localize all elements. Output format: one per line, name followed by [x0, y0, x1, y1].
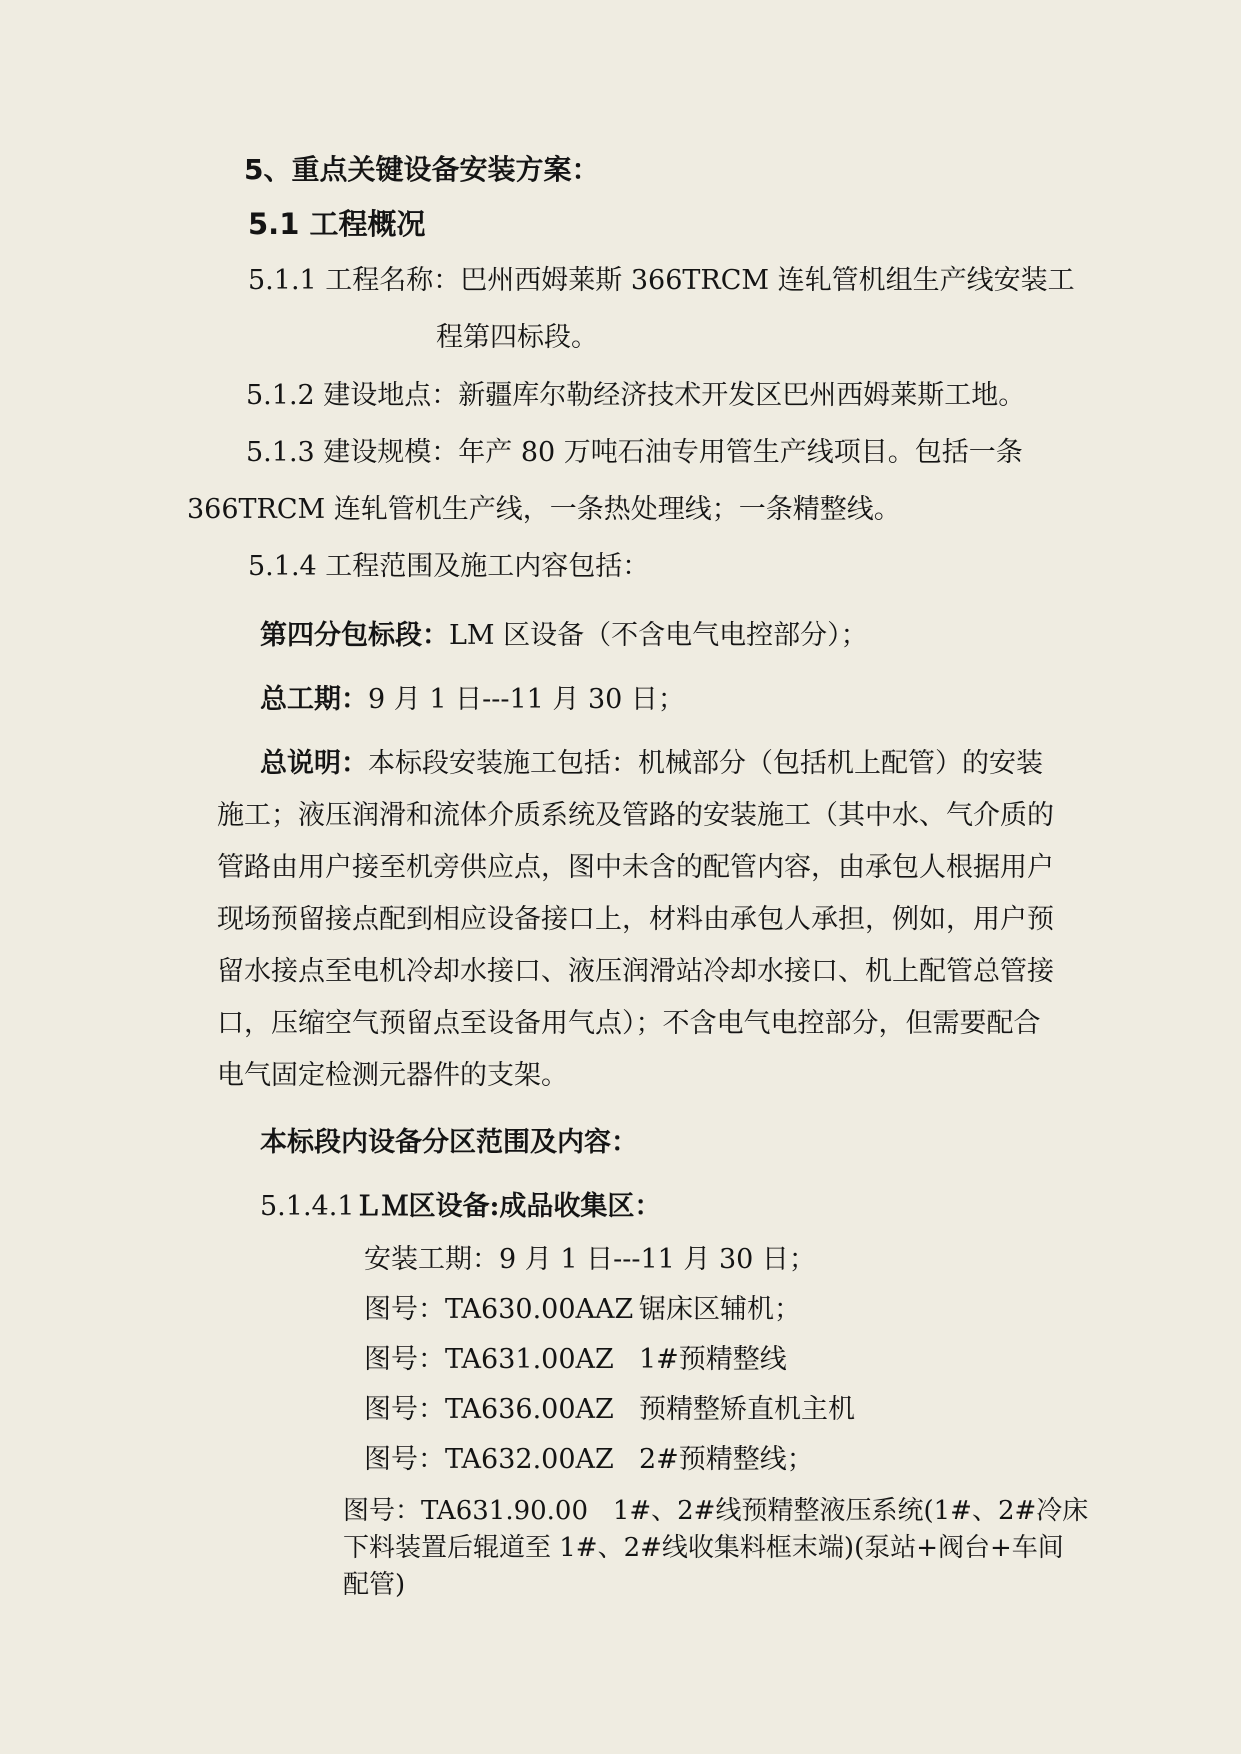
zone-5141-title: ＬＭ区设备:成品收集区：	[354, 1191, 662, 1222]
construction-scale-line1: 5.1.3 建设规模：年产 80 万吨石油专用管生产线项目。包括一条	[246, 437, 1023, 468]
drawing-desc: 锯床区辅机；	[639, 1294, 801, 1325]
hydraulic-line2: 下料装置后辊道至 1#、2#线收集料框末端)(泵站+阀台+车间	[343, 1533, 1064, 1563]
subcontract-label: 第四分包标段：	[260, 620, 449, 651]
description-line2: 施工；液压润滑和流体介质系统及管路的安装施工（其中水、气介质的	[217, 800, 1054, 831]
description-line1	[260, 747, 1043, 781]
drawing-desc: 2#预精整线；	[639, 1444, 814, 1475]
drawing-code: TA631.00AZ	[445, 1344, 614, 1375]
drawing-prefix: 图号：	[364, 1294, 445, 1325]
duration-line	[260, 683, 685, 717]
drawing-prefix: 图号：	[364, 1394, 445, 1425]
subcontract-line	[260, 619, 868, 653]
description-line7: 电气固定检测元器件的支架。	[217, 1060, 568, 1091]
drawing-code: TA632.00AZ	[445, 1444, 614, 1475]
description-text-1: 本标段安装施工包括：机械部分（包括机上配管）的安装	[368, 748, 1043, 779]
drawing-desc: 1#预精整线	[639, 1344, 787, 1375]
project-name-line2: 程第四标段。	[436, 322, 598, 353]
project-name-line1: 5.1.1 工程名称：巴州西姆莱斯 366TRCM 连轧管机组生产线安装工	[248, 265, 1075, 296]
description-line4: 现场预留接点配到相应设备接口上，材料由承包人承担，例如，用户预	[217, 904, 1054, 935]
duration-text: 9 月 1 日---11 月 30 日；	[368, 684, 685, 715]
hydraulic-line3: 配管)	[343, 1570, 406, 1600]
drawing-desc: 预精整矫直机主机	[639, 1394, 855, 1425]
description-line3: 管路由用户接至机旁供应点，图中未含的配管内容，由承包人根据用户	[217, 852, 1054, 883]
chapter-heading: 5、重点关键设备安装方案：	[244, 153, 600, 186]
install-period: 安装工期：9 月 1 日---11 月 30 日；	[364, 1244, 816, 1275]
scope-heading: 5.1.4 工程范围及施工内容包括：	[248, 551, 650, 582]
drawing-code: TA636.00AZ	[445, 1394, 614, 1425]
drawing-row	[364, 1343, 787, 1377]
section-title: 5.1 工程概况	[248, 207, 426, 241]
construction-site: 5.1.2 建设地点：新疆库尔勒经济技术开发区巴州西姆莱斯工地。	[246, 380, 1026, 411]
duration-label: 总工期：	[260, 684, 368, 715]
drawing-prefix: 图号：	[364, 1444, 445, 1475]
zones-heading: 本标段内设备分区范围及内容：	[260, 1127, 638, 1158]
hydraulic-line1: 图号：TA631.90.00 1#、2#线预精整液压系统(1#、2#冷床	[343, 1496, 1089, 1526]
zone-5141-heading	[260, 1190, 661, 1224]
description-label: 总说明：	[260, 748, 368, 779]
construction-scale-line2: 366TRCM 连轧管机生产线，一条热处理线；一条精整线。	[187, 494, 901, 525]
drawing-row	[364, 1393, 855, 1427]
subcontract-text: LM 区设备（不含电气电控部分）；	[449, 620, 868, 651]
drawing-prefix: 图号：	[364, 1344, 445, 1375]
description-line6: 口，压缩空气预留点至设备用气点）；不含电气电控部分，但需要配合	[217, 1008, 1041, 1039]
drawing-row	[364, 1443, 814, 1477]
zone-5141-number: 5.1.4.1	[260, 1191, 355, 1222]
description-line5: 留水接点至电机冷却水接口、液压润滑站冷却水接口、机上配管总管接	[217, 956, 1054, 987]
drawing-row	[364, 1293, 801, 1327]
drawing-code: TA630.00AAZ	[445, 1294, 634, 1325]
